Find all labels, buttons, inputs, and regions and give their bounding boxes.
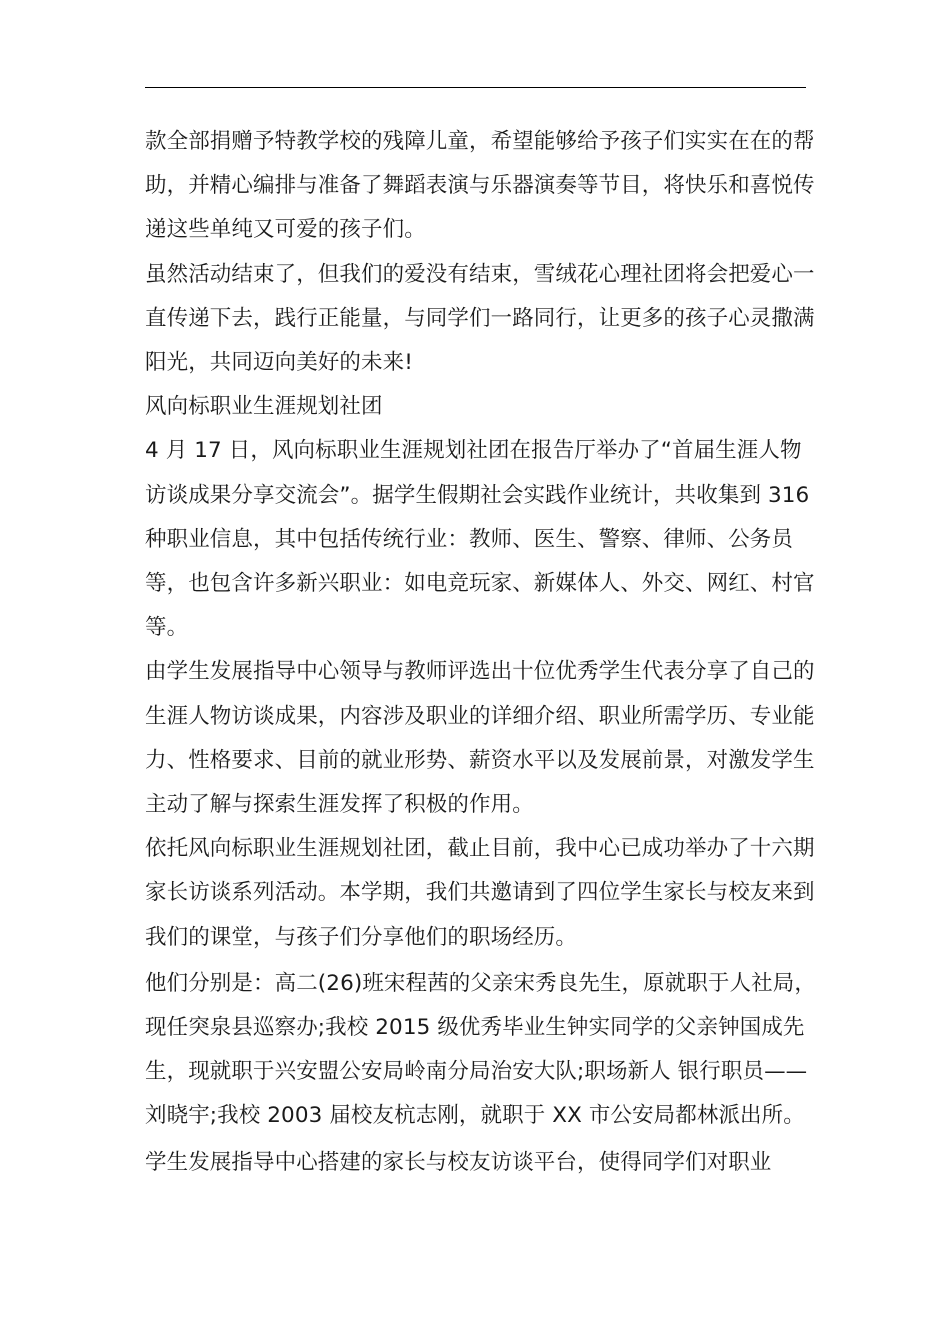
- header-rule: [145, 87, 806, 88]
- paragraph-closing: 虽然活动结束了，但我们的爱没有结束，雪绒花心理社团将会把爱心一直传递下去，践行正能量，与同学们一路同行，让更多的孩子心灵撒满阳光，共同迈向美好的未来!: [145, 261, 815, 376]
- paragraph-donation: 款全部捐赠予特教学校的残障儿童，希望能够给予孩子们实实在在的帮助，并精心编排与准备了舞蹈表演与乐器演奏等节目，将快乐和喜悦传递这些单纯又可爱的孩子们。: [145, 129, 815, 243]
- section-heading: 风向标职业生涯规划社团: [145, 394, 383, 420]
- paragraph-platform: 学生发展指导中心搭建的家长与校友访谈平台，使得同学们对职业: [145, 1149, 772, 1175]
- paragraph-students: 由学生发展指导中心领导与教师评选出十位优秀学生代表分享了自己的生涯人物访谈成果，内容涉及职业的详细介绍、职业所需学历、专业能力、性格要求、目前的就业形势、薪资水平以及发展前景，对激发学生主动了解与探索生涯发挥了积极的作用。: [145, 659, 815, 818]
- paragraph-guests: 他们分别是：高二(26)班宋程茜的父亲宋秀良先生，原就职于人社局，现任突泉县巡察办;我校 2015 级优秀毕业生钟实同学的父亲钟国成先生，现就职于兴安盟公安局岭南分局治安大队;职场新人 银行职员——刘晓宇;我校 2003 届校友杭志刚，就职于 XX 市公安局都林派出所。: [145, 970, 816, 1129]
- paragraph-event: 4 月 17 日，风向标职业生涯规划社团在报告厅举办了“首届生涯人物访谈成果分享交流会”。据学生假期社会实践作业统计，共收集到 316 种职业信息，其中包括传统行业：教师、医生、警察、律师、公务员等，也包含许多新兴职业：如电竞玩家、新媒体人、外交、网红、村官等。: [145, 438, 815, 641]
- paragraph-parent-interviews: 依托风向标职业生涯规划社团，截止目前，我中心已成功举办了十六期家长访谈系列活动。本学期，我们共邀请到了四位学生家长与校友来到我们的课堂，与孩子们分享他们的职场经历。: [145, 836, 815, 950]
- document-body: [145, 120, 817, 1185]
